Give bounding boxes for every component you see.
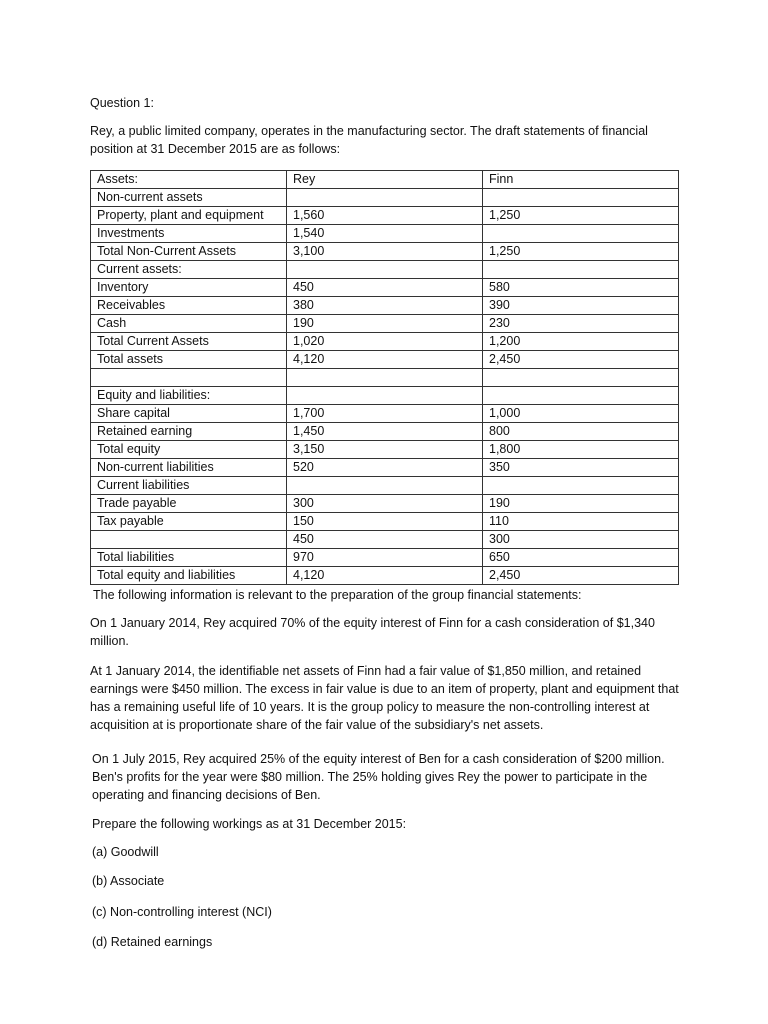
table-row [91,441,679,459]
table-row [91,369,679,387]
finn-value-cell: Finn [483,171,679,189]
finn-value-cell [483,387,679,405]
rey-value-cell: 3,150 [287,441,483,459]
table-row [91,405,679,423]
finn-value-cell: 1,250 [483,207,679,225]
finn-value-cell: 1,250 [483,243,679,261]
table-row [91,423,679,441]
rey-value-cell [287,189,483,207]
table-row [91,189,679,207]
table-row [91,567,679,585]
table-body [91,171,679,585]
row-label-cell: Non-current liabilities [91,459,287,477]
finn-value-cell [483,261,679,279]
row-label-cell: Receivables [91,297,287,315]
table-row [91,477,679,495]
rey-value-cell: 4,120 [287,351,483,369]
finn-value-cell [483,477,679,495]
prepare-workings-paragraph: Prepare the following workings as at 31 December 2015: [92,817,407,831]
rey-value-cell: 1,540 [287,225,483,243]
table-row [91,531,679,549]
working-goodwill: (a) Goodwill [92,845,159,859]
row-label-cell: Current assets: [91,261,287,279]
financial-position-table [90,170,679,585]
rey-value-cell [287,387,483,405]
table-row [91,207,679,225]
table-row [91,261,679,279]
finn-value-cell: 800 [483,423,679,441]
rey-value-cell: Rey [287,171,483,189]
finn-value-cell: 110 [483,513,679,531]
finn-value-cell: 1,200 [483,333,679,351]
info-intro-paragraph: The following information is relevant to the preparation of the group financial statements: [93,588,582,602]
fair-value-paragraph: At 1 January 2014, the identifiable net assets of Finn had a fair value of $1,850 million, and retained earnings were $450 million. The excess in fair value is due to an item of property, plant and equipment that has a remaining useful life of 10 years. It is the group policy to measure the non-controlling interest at acquisition at is proportionate share of the fair value of the subsidiary's net assets. [90,664,679,732]
row-label-cell: Equity and liabilities: [91,387,287,405]
rey-value-cell: 190 [287,315,483,333]
row-label-cell: Current liabilities [91,477,287,495]
table-row [91,459,679,477]
rey-value-cell [287,261,483,279]
working-nci: (c) Non-controlling interest (NCI) [92,905,272,919]
rey-value-cell: 450 [287,531,483,549]
finn-value-cell [483,369,679,387]
row-label-cell: Total equity [91,441,287,459]
finn-value-cell [483,189,679,207]
row-label-cell: Trade payable [91,495,287,513]
rey-value-cell: 1,560 [287,207,483,225]
rey-value-cell [287,477,483,495]
finn-value-cell: 580 [483,279,679,297]
acquisition-ben-paragraph: On 1 July 2015, Rey acquired 25% of the equity interest of Ben for a cash consideration of $200 million. Ben's profits for the year were $80 million. The 25% holding gives Rey the power to participate in the operating and financing decisions of Ben. [92,752,665,802]
row-label-cell: Inventory [91,279,287,297]
rey-value-cell: 450 [287,279,483,297]
rey-value-cell: 970 [287,549,483,567]
rey-value-cell: 1,020 [287,333,483,351]
working-associate: (b) Associate [92,874,165,888]
finn-value-cell: 350 [483,459,679,477]
table-row [91,279,679,297]
row-label-cell [91,369,287,387]
acquisition-finn-paragraph: On 1 January 2014, Rey acquired 70% of the equity interest of Finn for a cash consideration of $1,340 million. [90,616,655,648]
rey-value-cell: 4,120 [287,567,483,585]
rey-value-cell: 300 [287,495,483,513]
row-label-cell: Total Current Assets [91,333,287,351]
finn-value-cell: 190 [483,495,679,513]
row-label-cell: Total Non-Current Assets [91,243,287,261]
finn-value-cell: 650 [483,549,679,567]
rey-value-cell: 380 [287,297,483,315]
rey-value-cell [287,369,483,387]
table-row [91,225,679,243]
row-label-cell: Investments [91,225,287,243]
table-row [91,495,679,513]
finn-value-cell: 1,800 [483,441,679,459]
table-row [91,171,679,189]
rey-value-cell: 1,450 [287,423,483,441]
intro-paragraph: Rey, a public limited company, operates in the manufacturing sector. The draft statements of financial position at 31 December 2015 are as follows: [90,124,648,156]
table-row [91,243,679,261]
finn-value-cell: 2,450 [483,351,679,369]
table-row [91,513,679,531]
finn-value-cell: 1,000 [483,405,679,423]
row-label-cell [91,531,287,549]
table-row [91,315,679,333]
finn-value-cell: 230 [483,315,679,333]
row-label-cell: Total liabilities [91,549,287,567]
finn-value-cell [483,225,679,243]
table-row [91,387,679,405]
rey-value-cell: 1,700 [287,405,483,423]
finn-value-cell: 300 [483,531,679,549]
table-row [91,351,679,369]
row-label-cell: Retained earning [91,423,287,441]
working-retained-earnings: (d) Retained earnings [92,935,213,949]
row-label-cell: Share capital [91,405,287,423]
finn-value-cell: 2,450 [483,567,679,585]
row-label-cell: Tax payable [91,513,287,531]
rey-value-cell: 520 [287,459,483,477]
row-label-cell: Property, plant and equipment [91,207,287,225]
rey-value-cell: 150 [287,513,483,531]
question-heading: Question 1: [90,96,154,110]
table-row [91,333,679,351]
row-label-cell: Cash [91,315,287,333]
row-label-cell: Non-current assets [91,189,287,207]
finn-value-cell: 390 [483,297,679,315]
table-row [91,549,679,567]
table-row [91,297,679,315]
row-label-cell: Total assets [91,351,287,369]
row-label-cell: Total equity and liabilities [91,567,287,585]
row-label-cell: Assets: [91,171,287,189]
rey-value-cell: 3,100 [287,243,483,261]
